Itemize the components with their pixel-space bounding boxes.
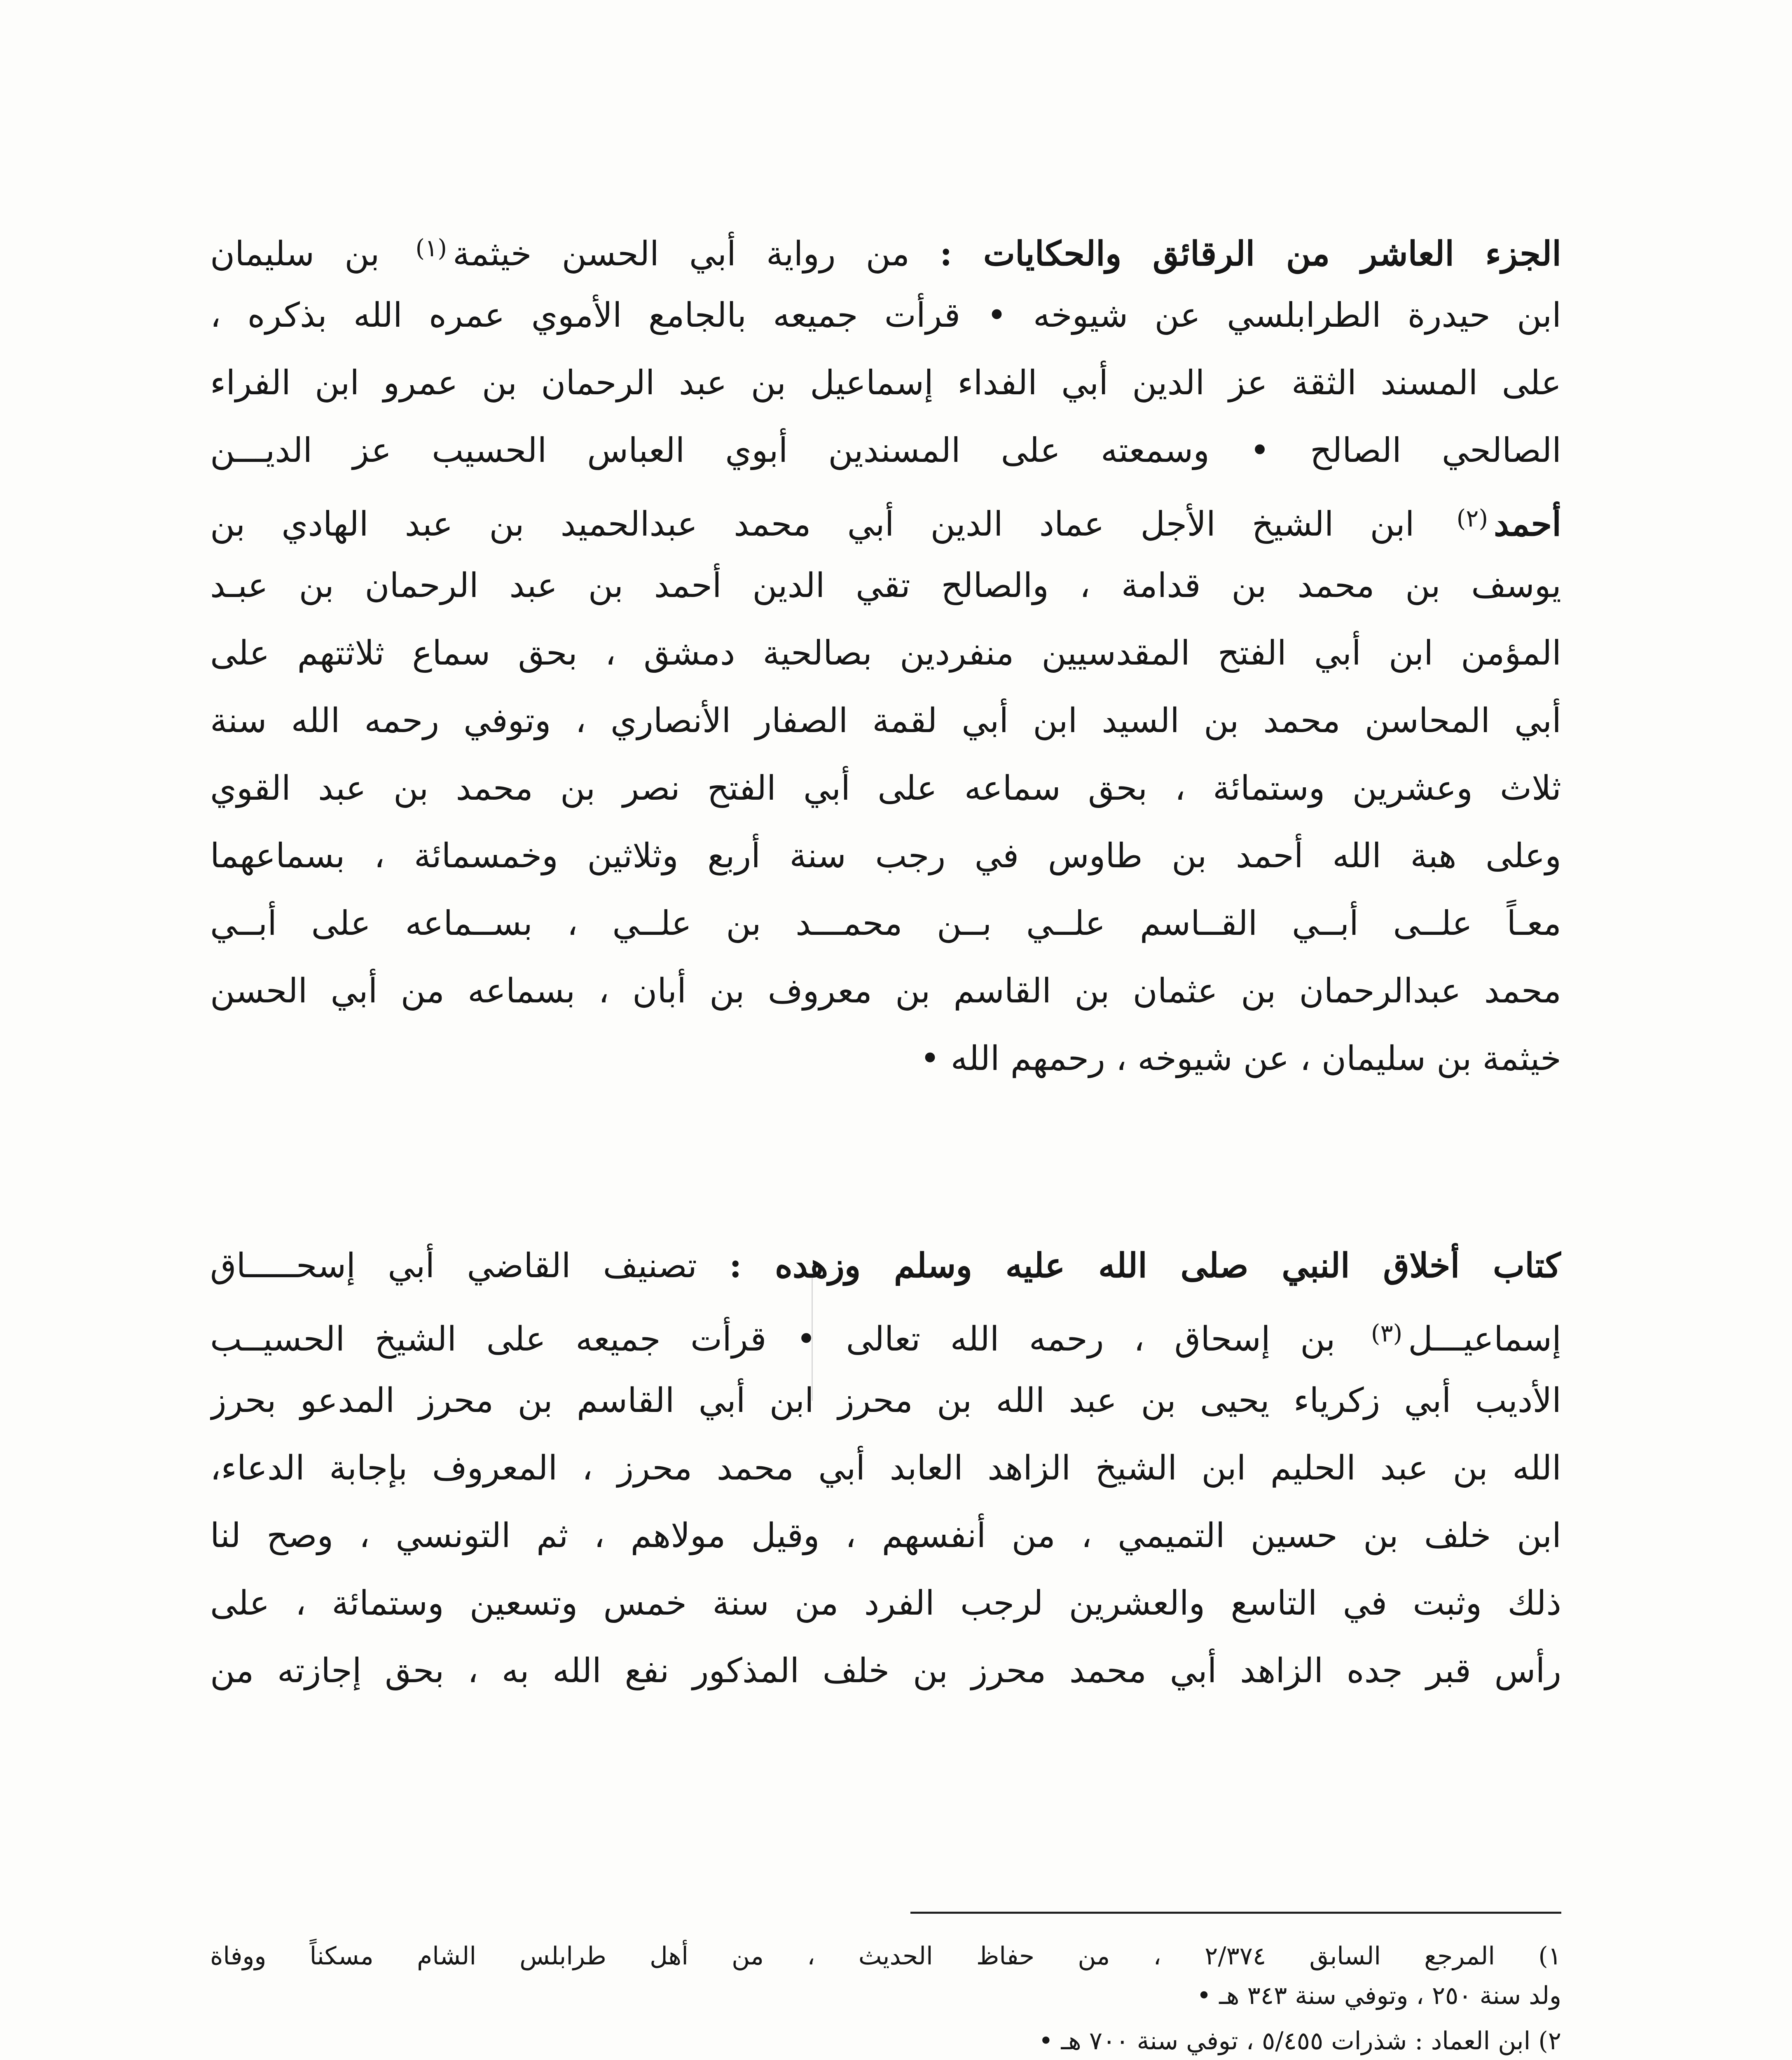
footnote-ref-3: (٣) bbox=[1371, 1319, 1403, 1347]
text-line: محمد عبدالرحمان بن عثمان بن القاسم بن معروف بن أبان ، بسماعه من أبي الحسن bbox=[210, 971, 1561, 1011]
text-line: أبي المحاسن محمد بن السيد ابن أبي لقمة الصفار الأنصاري ، وتوفي رحمه الله سنة bbox=[210, 701, 1561, 740]
text-line: رأس قبر جده الزاهد أبي محمد محرز بن خلف المذكور نفع الله به ، بحق إجازته من bbox=[210, 1651, 1561, 1690]
text-line: الجزء العاشر من الرقائق والحكايات : من رواية أبي الحسن خيثمة$^{(١)}$ بن سليمان bbox=[210, 234, 1561, 274]
text-line: الصالحي الصالح • وسمعته على المسندين أبوي العباس الحسيب عز الديـــن bbox=[210, 431, 1561, 470]
text-line: يوسف بن محمد بن قدامة ، والصالح تقي الدين أحمد بن عبد الرحمان بن عبـد bbox=[210, 566, 1561, 605]
section-rawaiq-hikayat bbox=[210, 214, 1561, 1093]
section-title: الجزء العاشر من الرقائق والحكايات : bbox=[940, 234, 1561, 274]
footnote-separator bbox=[910, 1912, 1561, 1914]
text-line: على المسند الثقة عز الدين أبي الفداء إسماعيل بن عبد الرحمان بن عمرو ابن الفراء bbox=[210, 363, 1561, 403]
section-title: كتاب أخلاق النبي صلى الله عليه وسلم وزهده : bbox=[729, 1246, 1561, 1285]
text-line: ثلاث وعشرين وستمائة ، بحق سماعه على أبي الفتح نصر بن محمد بن عبد القوي bbox=[210, 769, 1561, 808]
text-line: إسماعيـــل$^{(٣)}$ بن إسحاق ، رحمه الله تعالى • قرأت جميعه على الشيخ الحسيــب bbox=[210, 1319, 1561, 1359]
text-line: المؤمن ابن أبي الفتح المقدسيين منفردين بصالحية دمشق ، بحق سماع ثلاثتهم على bbox=[210, 634, 1561, 673]
text-line: ابن حيدرة الطرابلسي عن شيوخه • قرأت جميعه بالجامع الأموي عمره الله بذكره ، bbox=[210, 296, 1561, 335]
text-line: الأديب أبي زكرياء يحيى بن عبد الله بن محرز ابن أبي القاسم بن محرز المدعو بحرز bbox=[210, 1381, 1561, 1420]
text-line: كتاب أخلاق النبي صلى الله عليه وسلم وزهده : تصنيف القاضي أبي إسحـــــاق bbox=[210, 1246, 1561, 1285]
footnote-1-line: ولد سنة ٢٥٠ ، وتوفي سنة ٣٤٣ هـ • bbox=[1196, 1981, 1561, 2010]
text-line: أحمد$^{(٢)}$ ابن الشيخ الأجل عماد الدين أبي محمد عبدالحميد بن عبد الهادي بن bbox=[210, 504, 1561, 544]
text-line: معـاً علــى أبــي القــاسم علــي بــن محمـــد بن علــي ، بســماعه على أبــي bbox=[210, 904, 1561, 943]
footnote-2-line: ٢) ابن العماد : شذرات ٥/٤٥٥ ، توفي سنة ٧٠٠ هـ • bbox=[1039, 2027, 1561, 2055]
text-line: وعلى هبة الله أحمد بن طاوس في رجب سنة أربع وثلاثين وخمسمائة ، بسماعهما bbox=[210, 836, 1561, 876]
name-ahmad: أحمد bbox=[1494, 504, 1561, 544]
text-line: ابن خلف بن حسين التميمي ، من أنفسهم ، وقيل مولاهم ، ثم التونسي ، وصح لنا bbox=[210, 1516, 1561, 1555]
section-akhlaq-nabi bbox=[210, 1232, 1561, 1705]
footnotes bbox=[210, 1936, 1561, 2060]
text-line: خيثمة بن سليمان ، عن شيوخه ، رحمهم الله • bbox=[920, 1039, 1561, 1078]
text-line: الله بن عبد الحليم ابن الشيخ الزاهد العابد أبي محمد محرز ، المعروف بإجابة الدعاء، bbox=[210, 1449, 1561, 1488]
footnote-1-line: ١) المرجع السابق ٢/٣٧٤ ، من حفاظ الحديث ، من أهل طرابلس الشام مسكناً ووفاة bbox=[210, 1942, 1561, 1971]
text-line: ذلك وثبت في التاسع والعشرين لرجب الفرد من سنة خمس وتسعين وستمائة ، على bbox=[210, 1584, 1561, 1623]
footnote-ref-1: (١) bbox=[415, 234, 447, 262]
footnote-ref-2: (٢) bbox=[1456, 504, 1488, 532]
